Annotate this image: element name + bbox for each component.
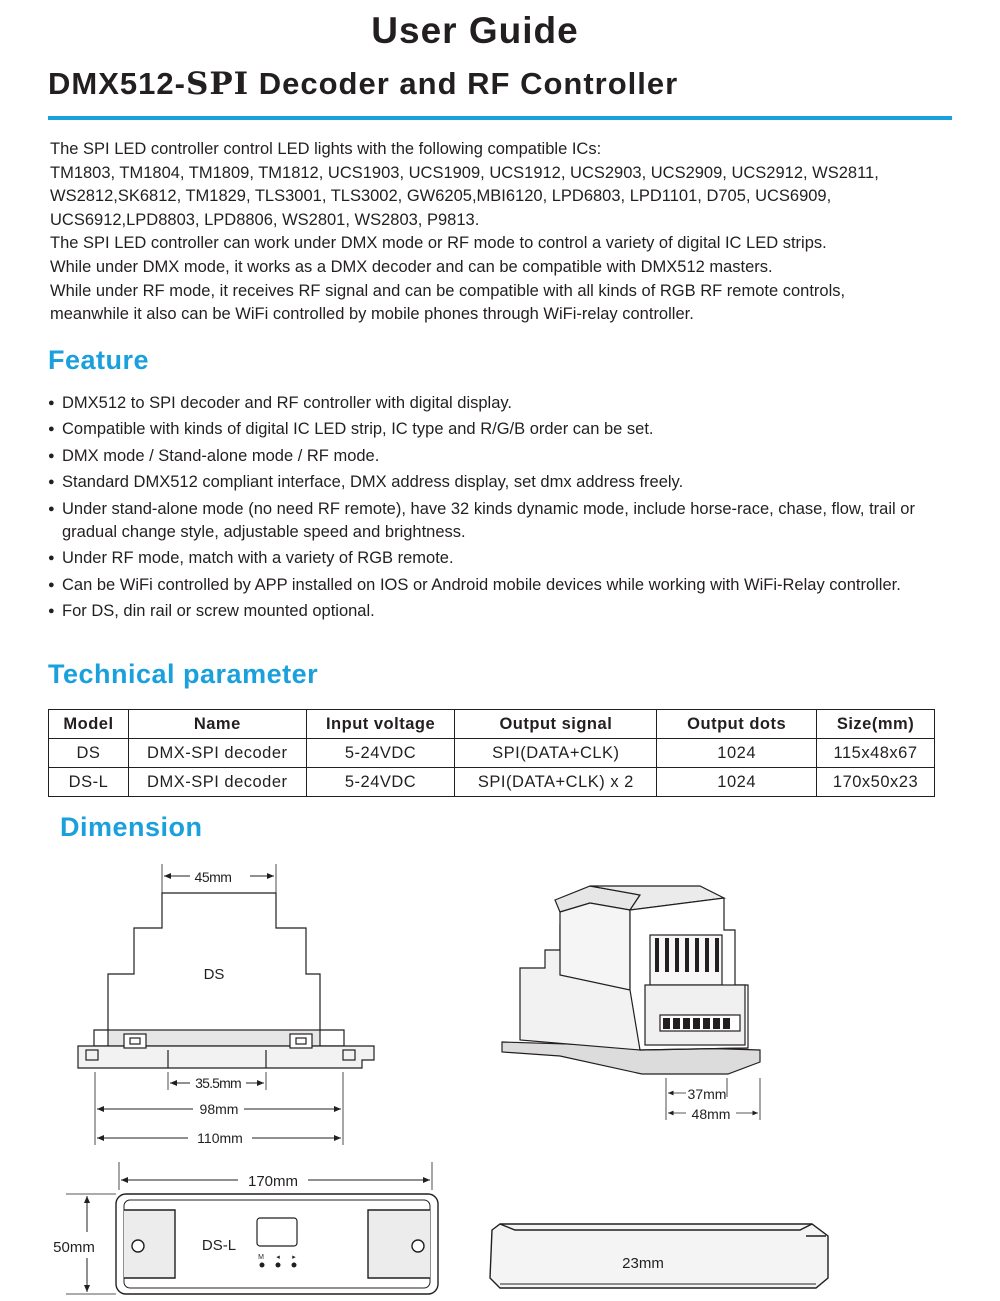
- cell-output-dots: 1024: [657, 739, 817, 768]
- cell-size: 170x50x23: [817, 768, 935, 797]
- dim-37mm: 37mm: [687, 1086, 727, 1102]
- subtitle-rest: Decoder and RF Controller: [249, 66, 679, 101]
- intro-line: The SPI LED controller control LED lights with the following compatible ICs:: [50, 140, 602, 158]
- cell-output-signal: SPI(DATA+CLK) x 2: [455, 768, 657, 797]
- dim-98mm: 98mm: [199, 1101, 239, 1117]
- cell-model: DS: [49, 739, 129, 768]
- intro-line: meanwhile it also can be WiFi controlled by mobile phones through WiFi-relay controller.: [50, 305, 694, 324]
- header-name: Name: [128, 710, 306, 739]
- button-right-label: ▸: [292, 1254, 296, 1261]
- header-size: Size(mm): [817, 710, 935, 739]
- header-input-voltage: Input voltage: [306, 710, 455, 739]
- header-output-dots: Output dots: [657, 710, 817, 739]
- cell-model: DS-L: [49, 768, 129, 797]
- cell-size: 115x48x67: [817, 739, 935, 768]
- ds-terminal-block: [663, 1018, 730, 1029]
- dim-170mm: 170mm: [247, 1173, 299, 1190]
- feature-item: ● For DS, din rail or screw mounted optional.: [48, 600, 948, 623]
- dsl-top-view: [116, 1194, 438, 1294]
- feature-item: ● Compatible with kinds of digital IC LED strip, IC type and R/G/B order can be set.: [48, 418, 948, 441]
- dim-35-5mm: 35.5mm: [195, 1075, 241, 1091]
- ds-label: DS: [203, 966, 225, 983]
- page-title: User Guide: [371, 10, 579, 51]
- technical-parameter-heading: Technical parameter: [48, 659, 319, 689]
- dimension-heading: Dimension: [60, 812, 203, 842]
- intro-line: The SPI LED controller can work under DMX mode or RF mode to control a variety of digital IC LED strips.: [50, 234, 827, 253]
- dim-48mm: 48mm: [691, 1106, 731, 1122]
- button-m-label: M: [258, 1254, 264, 1261]
- intro-line: UCS6912,LPD8803, LPD8806, WS2801, WS2803, P9813.: [50, 210, 480, 229]
- ds-isometric-view: [502, 886, 760, 1074]
- cell-name: DMX-SPI decoder: [128, 768, 306, 797]
- cell-input-voltage: 5-24VDC: [306, 768, 455, 797]
- intro-line: While under RF mode, it receives RF signal and can be compatible with all kinds of RGB RF remote controls,: [50, 281, 846, 300]
- feature-item: ● DMX mode / Stand-alone mode / RF mode.: [48, 445, 948, 468]
- cell-name: DMX-SPI decoder: [128, 739, 306, 768]
- cell-output-dots: 1024: [657, 768, 817, 797]
- dim-45mm: 45mm: [194, 869, 232, 885]
- button-left-label: ◂: [276, 1254, 280, 1261]
- cell-input-voltage: 5-24VDC: [306, 739, 455, 768]
- feature-item: ● Under RF mode, match with a variety of RGB remote.: [48, 547, 948, 570]
- intro-line: TM1803, TM1804, TM1809, TM1812, UCS1903, UCS1909, UCS1912, UCS2903, UCS2909, UCS2912, WS2811,: [50, 163, 879, 182]
- feature-item: ● Can be WiFi controlled by APP installed on IOS or Android mobile devices while working with WiFi-Relay controller.: [48, 574, 948, 597]
- subtitle-spi: SPI: [185, 66, 250, 102]
- dim-50mm: 50mm: [53, 1239, 95, 1256]
- dim-110mm: 110mm: [197, 1130, 243, 1146]
- intro-line: WS2812,SK6812, TM1829, TLS3001, TLS3002, GW6205,MBI6120, LPD6803, LPD1101, D705, UCS6909,: [50, 187, 832, 206]
- dim-23mm: 23mm: [622, 1255, 664, 1272]
- feature-item: ● DMX512 to SPI decoder and RF controller with digital display.: [48, 392, 948, 415]
- subtitle-prefix: DMX512-: [48, 66, 186, 101]
- feature-heading: Feature: [48, 345, 150, 375]
- header-output-signal: Output signal: [455, 710, 657, 739]
- feature-item: ● Standard DMX512 compliant interface, DMX address display, set dmx address freely.: [48, 471, 948, 494]
- dsl-label: DS-L: [201, 1237, 237, 1254]
- header-model: Model: [49, 710, 129, 739]
- feature-item: ● Under stand-alone mode (no need RF remote), have 32 kinds dynamic mode, include horse-race, chase, flow, trail or gradual change style, adjustable speed and brightness.: [48, 498, 948, 545]
- intro-line: While under DMX mode, it works as a DMX decoder and can be compatible with DMX512 masters.: [50, 257, 773, 276]
- cell-output-signal: SPI(DATA+CLK): [455, 739, 657, 768]
